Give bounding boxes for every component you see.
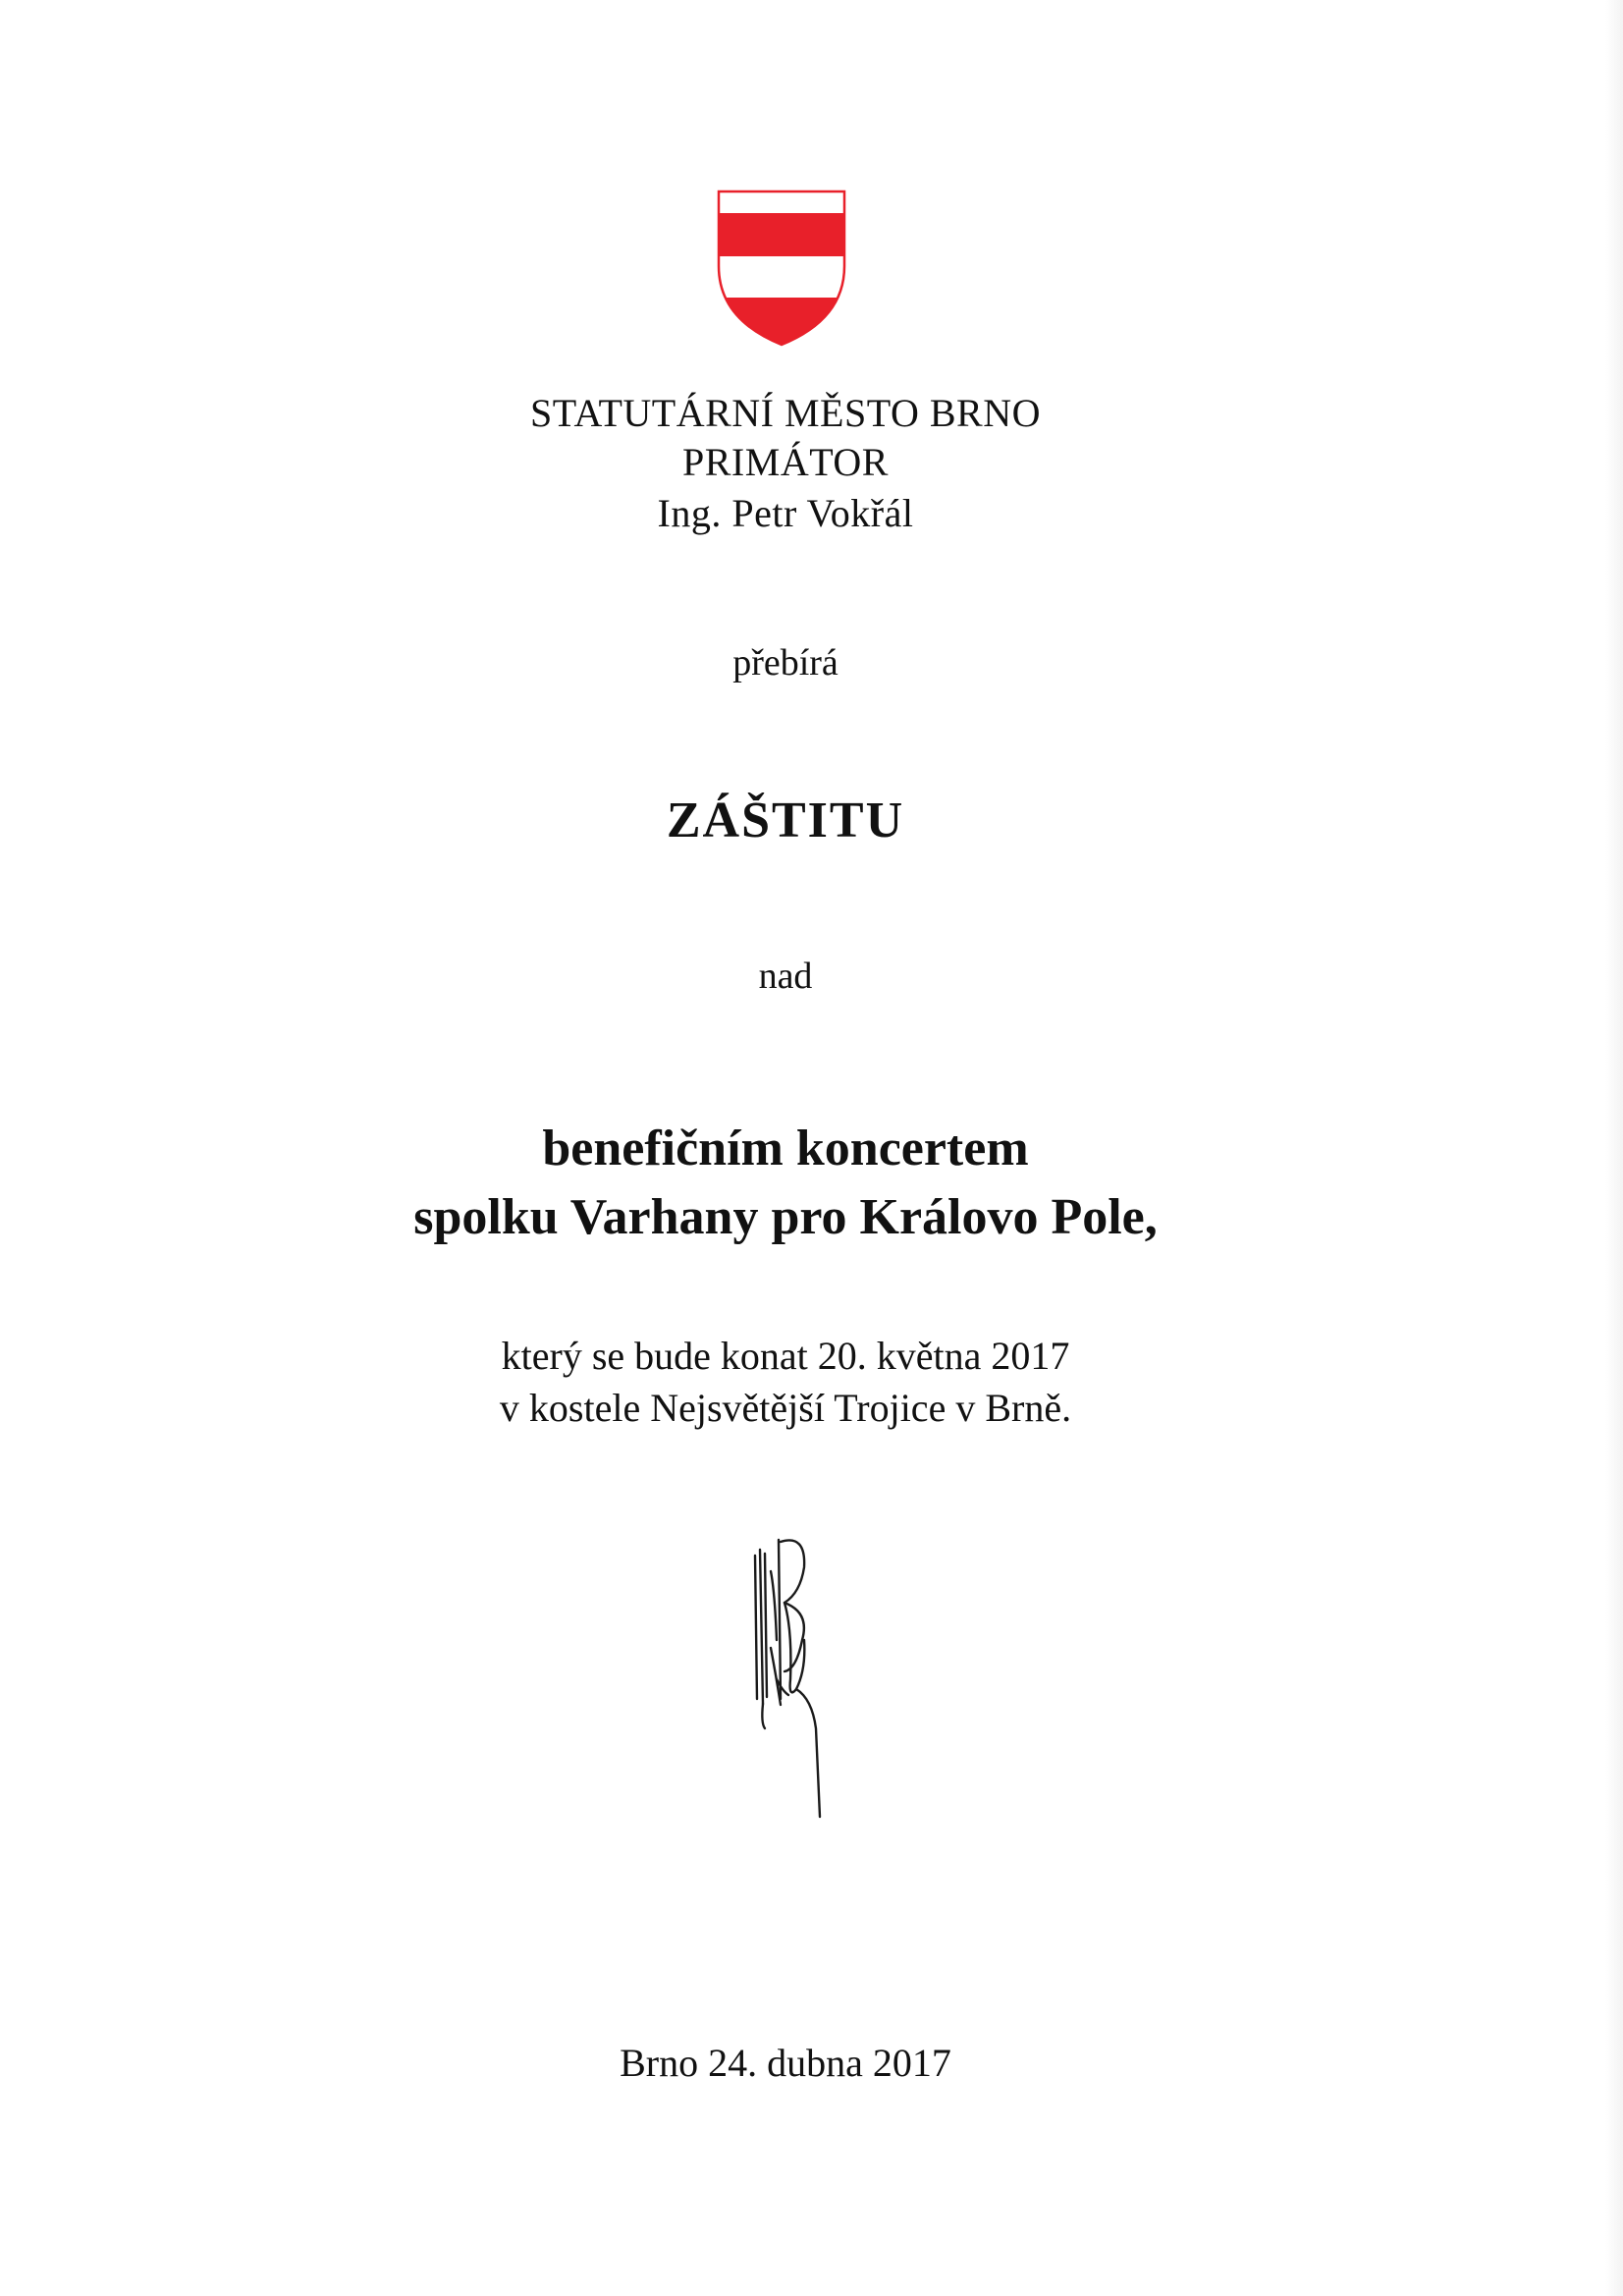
handwritten-signature bbox=[741, 1532, 849, 1827]
official-name: Ing. Petr Vokřál bbox=[657, 491, 914, 535]
preposition-text: nad bbox=[758, 956, 813, 997]
verb-text: přebírá bbox=[732, 642, 839, 683]
event-title-line-1: benefičním koncertem bbox=[542, 1121, 1029, 1176]
page-edge-shadow bbox=[1605, 0, 1623, 2296]
document-title: ZÁŠTITU bbox=[666, 793, 905, 848]
institution-name: STATUTÁRNÍ MĚSTO BRNO bbox=[530, 391, 1041, 435]
role-title: PRIMÁTOR bbox=[682, 440, 889, 484]
event-title-line-2: spolku Varhany pro Královo Pole, bbox=[413, 1189, 1158, 1245]
event-details-line-1: který se bude konat 20. května 2017 bbox=[501, 1334, 1070, 1378]
event-details-line-2: v kostele Nejsvětější Trojice v Brně. bbox=[499, 1386, 1072, 1430]
brno-coat-of-arms-icon bbox=[717, 190, 846, 347]
place-and-date: Brno 24. dubna 2017 bbox=[620, 2041, 951, 2085]
